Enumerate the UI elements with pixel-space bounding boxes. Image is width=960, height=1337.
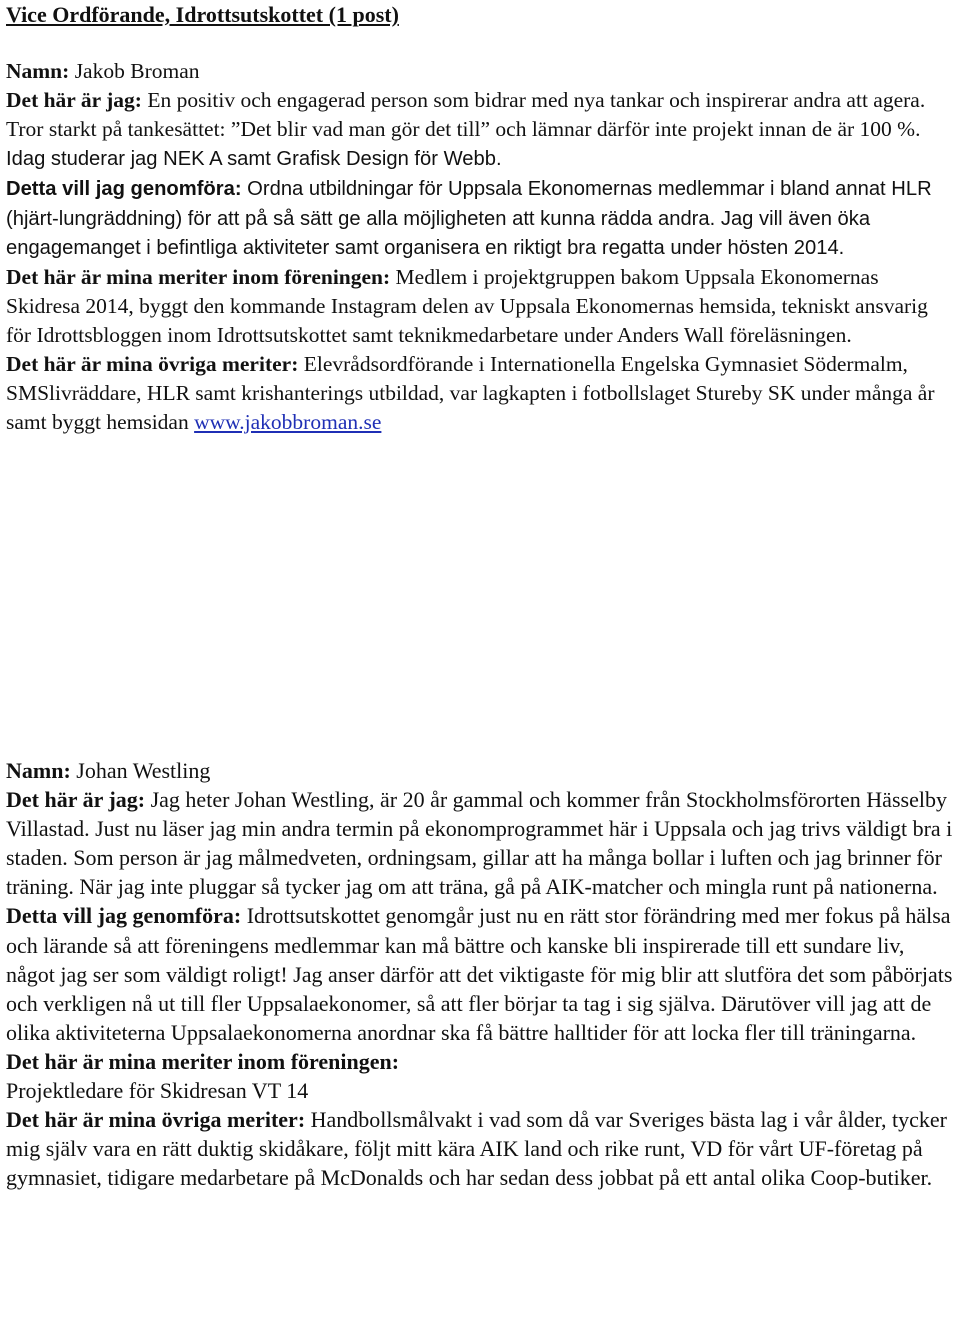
candidate-name: Johan Westling (70, 758, 211, 783)
other-merits-paragraph (6, 350, 954, 437)
goals-label: Detta vill jag genomföra: (6, 177, 242, 200)
goals-paragraph (6, 901, 954, 1046)
about-text: Jag heter Johan Westling, är 20 år gammal och kommer från Stockholmsförorten Hässelby Villastad. Just nu läser jag min andra termin på ekonomprogrammet här i Uppsala och jag trivs väldigt bra i staden. Som person är jag målmedveten, ordningsam, gillar att ha många bollar i luften och jag brinner för träning. När jag inte pluggar så tycker jag om att träna, gå på AIK-matcher och mingla runt på nationerna. (6, 787, 953, 900)
name-paragraph (6, 57, 954, 86)
homepage-link[interactable]: www.jakobbroman.se (194, 409, 382, 434)
other-merits-paragraph (6, 1105, 954, 1192)
candidate-entry (6, 57, 954, 437)
goals-text: Ordna utbildningar för Uppsala Ekonomernas medlemmar i bland annat HLR (hjärt-lungräddning) för att på så sätt ge alla möjligheten att kunna rädda andra. Jag vill även öka engagemanget i befintliga aktiviteter samt organisera en riktigt bra regatta under hösten 2014. (6, 177, 932, 260)
merits-label: Det här är mina meriter inom föreningen: (6, 265, 391, 290)
other-merits-text: Handbollsmålvakt i vad som då var Sveriges bästa lag i vår ålder, tycker mig själv vara en rätt duktig skidåkare, följt mitt kära AIK land och rike runt, VD för vårt UF-företag på gymnasiet, tidigare medarbetare på McDonalds och har sedan dess jobbat på ett antal olika Coop-butiker. (6, 1107, 947, 1191)
other-merits-label: Det här är mina övriga meriter: (6, 352, 299, 377)
merits-text: Projektledare för Skidresan VT 14 (6, 1078, 309, 1104)
merits-label-paragraph (6, 1047, 954, 1076)
goals-paragraph (6, 174, 954, 264)
about-text-continued: Idag studerar jag NEK A samt Grafisk Design för Webb. (6, 147, 502, 170)
candidate-entry (6, 756, 954, 1192)
about-paragraph (6, 86, 954, 174)
merits-paragraph (6, 263, 954, 350)
name-label: Namn: (6, 758, 71, 783)
goals-text: Idrottsutskottet genomgår just nu en rätt stor förändring med mer fokus på hälsa och lärande så att föreningens medlemmar kan må bättre och kanske bli inspirerade till ett sundare liv, något jag ser som väldigt roligt! Jag anser därför att det viktigaste för mig blir att slutföra det som påbörjats och verkligen nå ut till fler Uppsalaekonomer, så att fler börjar ta tag i sig själva. Därutöver vill jag att de olika aktiviteterna Uppsalaekonomerna anordnar ska få bättre halltider för att locka fler till träningarna. (6, 903, 953, 1045)
merits-label: Det här är mina meriter inom föreningen: (6, 1048, 400, 1074)
about-label: Det här är jag: (6, 87, 142, 112)
about-paragraph (6, 785, 954, 901)
name-label: Namn: (6, 59, 70, 83)
other-merits-label: Det här är mina övriga meriter: (6, 1107, 306, 1133)
section-title: Vice Ordförande, Idrottsutskottet (1 post) (6, 2, 399, 27)
other-merits-text: Elevrådsordförande i Internationella Engelska Gymnasiet Södermalm, SMSlivräddare, HLR samt krishanterings utbildad, var lagkapten i fotbollslaget Stureby SK under många år samt byggt hemsidan (6, 352, 935, 434)
name-paragraph (6, 756, 954, 785)
about-text: En positiv och engagerad person som bidrar med nya tankar och inspirerar andra att agera. Tror starkt på tankesättet: ”Det blir vad man gör det till” och lämnar därför inte projekt innan de är 100 %. (6, 87, 926, 141)
goals-label: Detta vill jag genomföra: (6, 903, 242, 929)
about-label: Det här är jag: (6, 787, 146, 813)
candidate-name: Jakob Broman (69, 59, 200, 83)
merits-text: Medlem i projektgruppen bakom Uppsala Ekonomernas Skidresa 2014, byggt den kommande Instagram delen av Uppsala Ekonomernas hemsida, tekniskt ansvarig för Idrottsbloggen inom Idrottsutskottet samt teknikmedarbetare under Anders Wall föreläsningen. (6, 265, 928, 348)
merits-paragraph (6, 1076, 954, 1105)
